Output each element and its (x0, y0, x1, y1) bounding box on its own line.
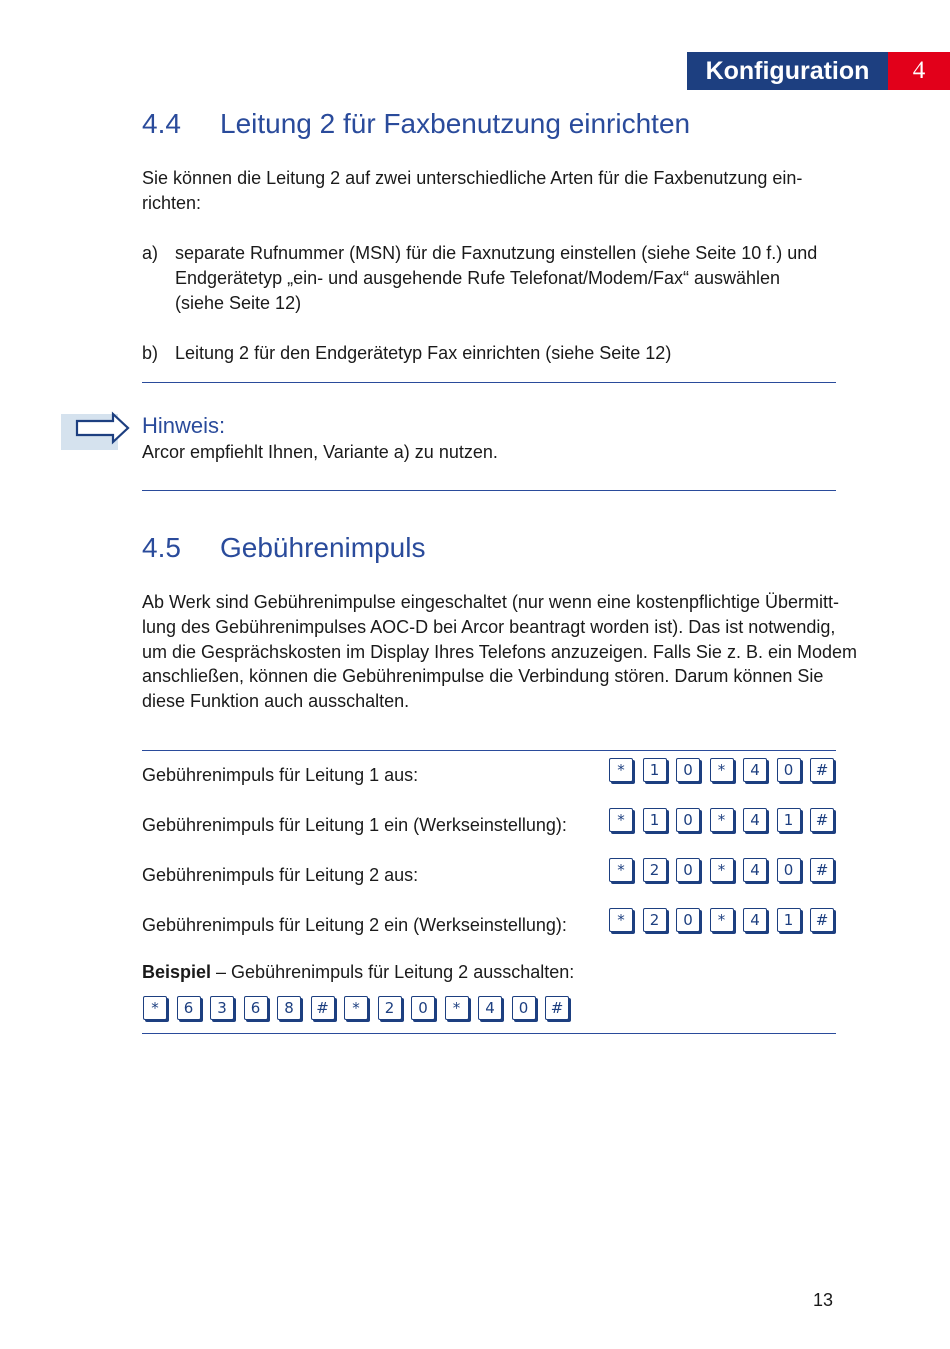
keypad-key: 1 (777, 908, 801, 932)
keypad-key: # (810, 808, 834, 832)
keypad-sequence (609, 908, 834, 932)
note-title: Hinweis: (142, 413, 226, 438)
keypad-key: * (710, 808, 734, 832)
keypad-key: # (810, 758, 834, 782)
example-bold: Beispiel (142, 962, 212, 982)
section-number: 4.4 (142, 108, 181, 139)
list-marker: a) (142, 243, 159, 263)
keypad-key: 4 (743, 758, 767, 782)
keypad-key: 3 (210, 996, 234, 1020)
section-number: 4.5 (142, 532, 181, 563)
intro-paragraph (142, 166, 802, 216)
keypad-key: 0 (777, 858, 801, 882)
keypad-key: # (810, 858, 834, 882)
example-label (142, 962, 574, 983)
keypad-key: 6 (244, 996, 268, 1020)
keypad-key: 0 (676, 908, 700, 932)
keypad-key: * (143, 996, 167, 1020)
text-line: Sie können die Leitung 2 auf zwei unterschiedliche Arten für die Faxbenutzung ein- (142, 168, 803, 188)
example-text: – Gebührenimpuls für Leitung 2 ausschalten: (211, 962, 575, 982)
keypad-key: 1 (777, 808, 801, 832)
page-number: 13 (813, 1290, 834, 1310)
keypad-key: 0 (676, 858, 700, 882)
keypad-sequence (609, 758, 834, 782)
section-title: Leitung 2 für Faxbenutzung einrichten (220, 108, 691, 139)
body-paragraph (142, 590, 857, 714)
code-label: Gebührenimpuls für Leitung 2 ein (Werkseinstellung): (142, 915, 567, 935)
keypad-key: * (710, 758, 734, 782)
keypad-key: # (311, 996, 335, 1020)
keypad-sequence (609, 808, 834, 832)
keypad-key: 0 (512, 996, 536, 1020)
code-label: Gebührenimpuls für Leitung 2 aus: (142, 865, 419, 885)
keypad-key: * (445, 996, 469, 1020)
keypad-key: * (609, 858, 633, 882)
keypad-key: # (545, 996, 569, 1020)
text-line: anschließen, können die Gebührenimpulse die Verbindung stören. Darum können Sie (142, 666, 824, 687)
text-line: separate Rufnummer (MSN) für die Faxnutzung einstellen (siehe Seite 10 f.) und (175, 243, 818, 263)
keypad-sequence (609, 858, 834, 882)
code-label: Gebührenimpuls für Leitung 1 ein (Werkseinstellung): (142, 815, 567, 835)
keypad-key: 8 (277, 996, 301, 1020)
text-line: diese Funktion auch ausschalten. (142, 691, 410, 712)
text-line: (siehe Seite 12) (175, 292, 302, 313)
divider (142, 382, 836, 383)
chapter-number: 4 (888, 52, 950, 90)
section-heading-4-4 (142, 108, 690, 140)
divider (142, 1033, 836, 1034)
keypad-key: 0 (411, 996, 435, 1020)
keypad-key: * (710, 908, 734, 932)
keypad-key: * (344, 996, 368, 1020)
keypad-key: 4 (743, 808, 767, 832)
keypad-key: 6 (177, 996, 201, 1020)
keypad-key: * (609, 758, 633, 782)
divider (142, 750, 836, 751)
list-marker: b) (142, 343, 159, 363)
keypad-key: 0 (676, 808, 700, 832)
keypad-key: # (810, 908, 834, 932)
text-line: Endgerätetyp „ein- und ausgehende Rufe Telefonat/Modem/Fax“ auswählen (175, 267, 781, 288)
keypad-key: 4 (743, 858, 767, 882)
keypad-key: 0 (777, 758, 801, 782)
keypad-key: 1 (643, 758, 667, 782)
keypad-key: * (710, 858, 734, 882)
keypad-key: 2 (643, 908, 667, 932)
keypad-sequence (143, 996, 569, 1020)
keypad-key: * (609, 808, 633, 832)
keypad-key: 1 (643, 808, 667, 832)
keypad-key: 0 (676, 758, 700, 782)
divider (142, 490, 836, 491)
text-line: richten: (142, 192, 202, 213)
keypad-key: 2 (643, 858, 667, 882)
text-line: Leitung 2 für den Endgerätetyp Fax einrichten (siehe Seite 12) (175, 343, 672, 363)
section-title: Gebührenimpuls (220, 532, 426, 563)
arrow-right-icon (75, 411, 131, 445)
keypad-key: 4 (478, 996, 502, 1020)
note-text: Arcor empfiehlt Ihnen, Variante a) zu nutzen. (142, 442, 498, 462)
text-line: Ab Werk sind Gebührenimpulse eingeschaltet (nur wenn eine kostenpflichtige Übermitt- (142, 592, 840, 612)
text-line: um die Gesprächskosten im Display Ihres Telefons anzuzeigen. Falls Sie z. B. ein Modem (142, 641, 857, 662)
chapter-title: Konfiguration (687, 52, 888, 90)
text-line: lung des Gebührenimpulses AOC-D bei Arcor beantragt worden ist). Das ist notwendig, (142, 616, 836, 637)
keypad-key: 2 (378, 996, 402, 1020)
keypad-key: 4 (743, 908, 767, 932)
keypad-key: * (609, 908, 633, 932)
code-label: Gebührenimpuls für Leitung 1 aus: (142, 765, 419, 785)
section-heading-4-5 (142, 532, 425, 564)
